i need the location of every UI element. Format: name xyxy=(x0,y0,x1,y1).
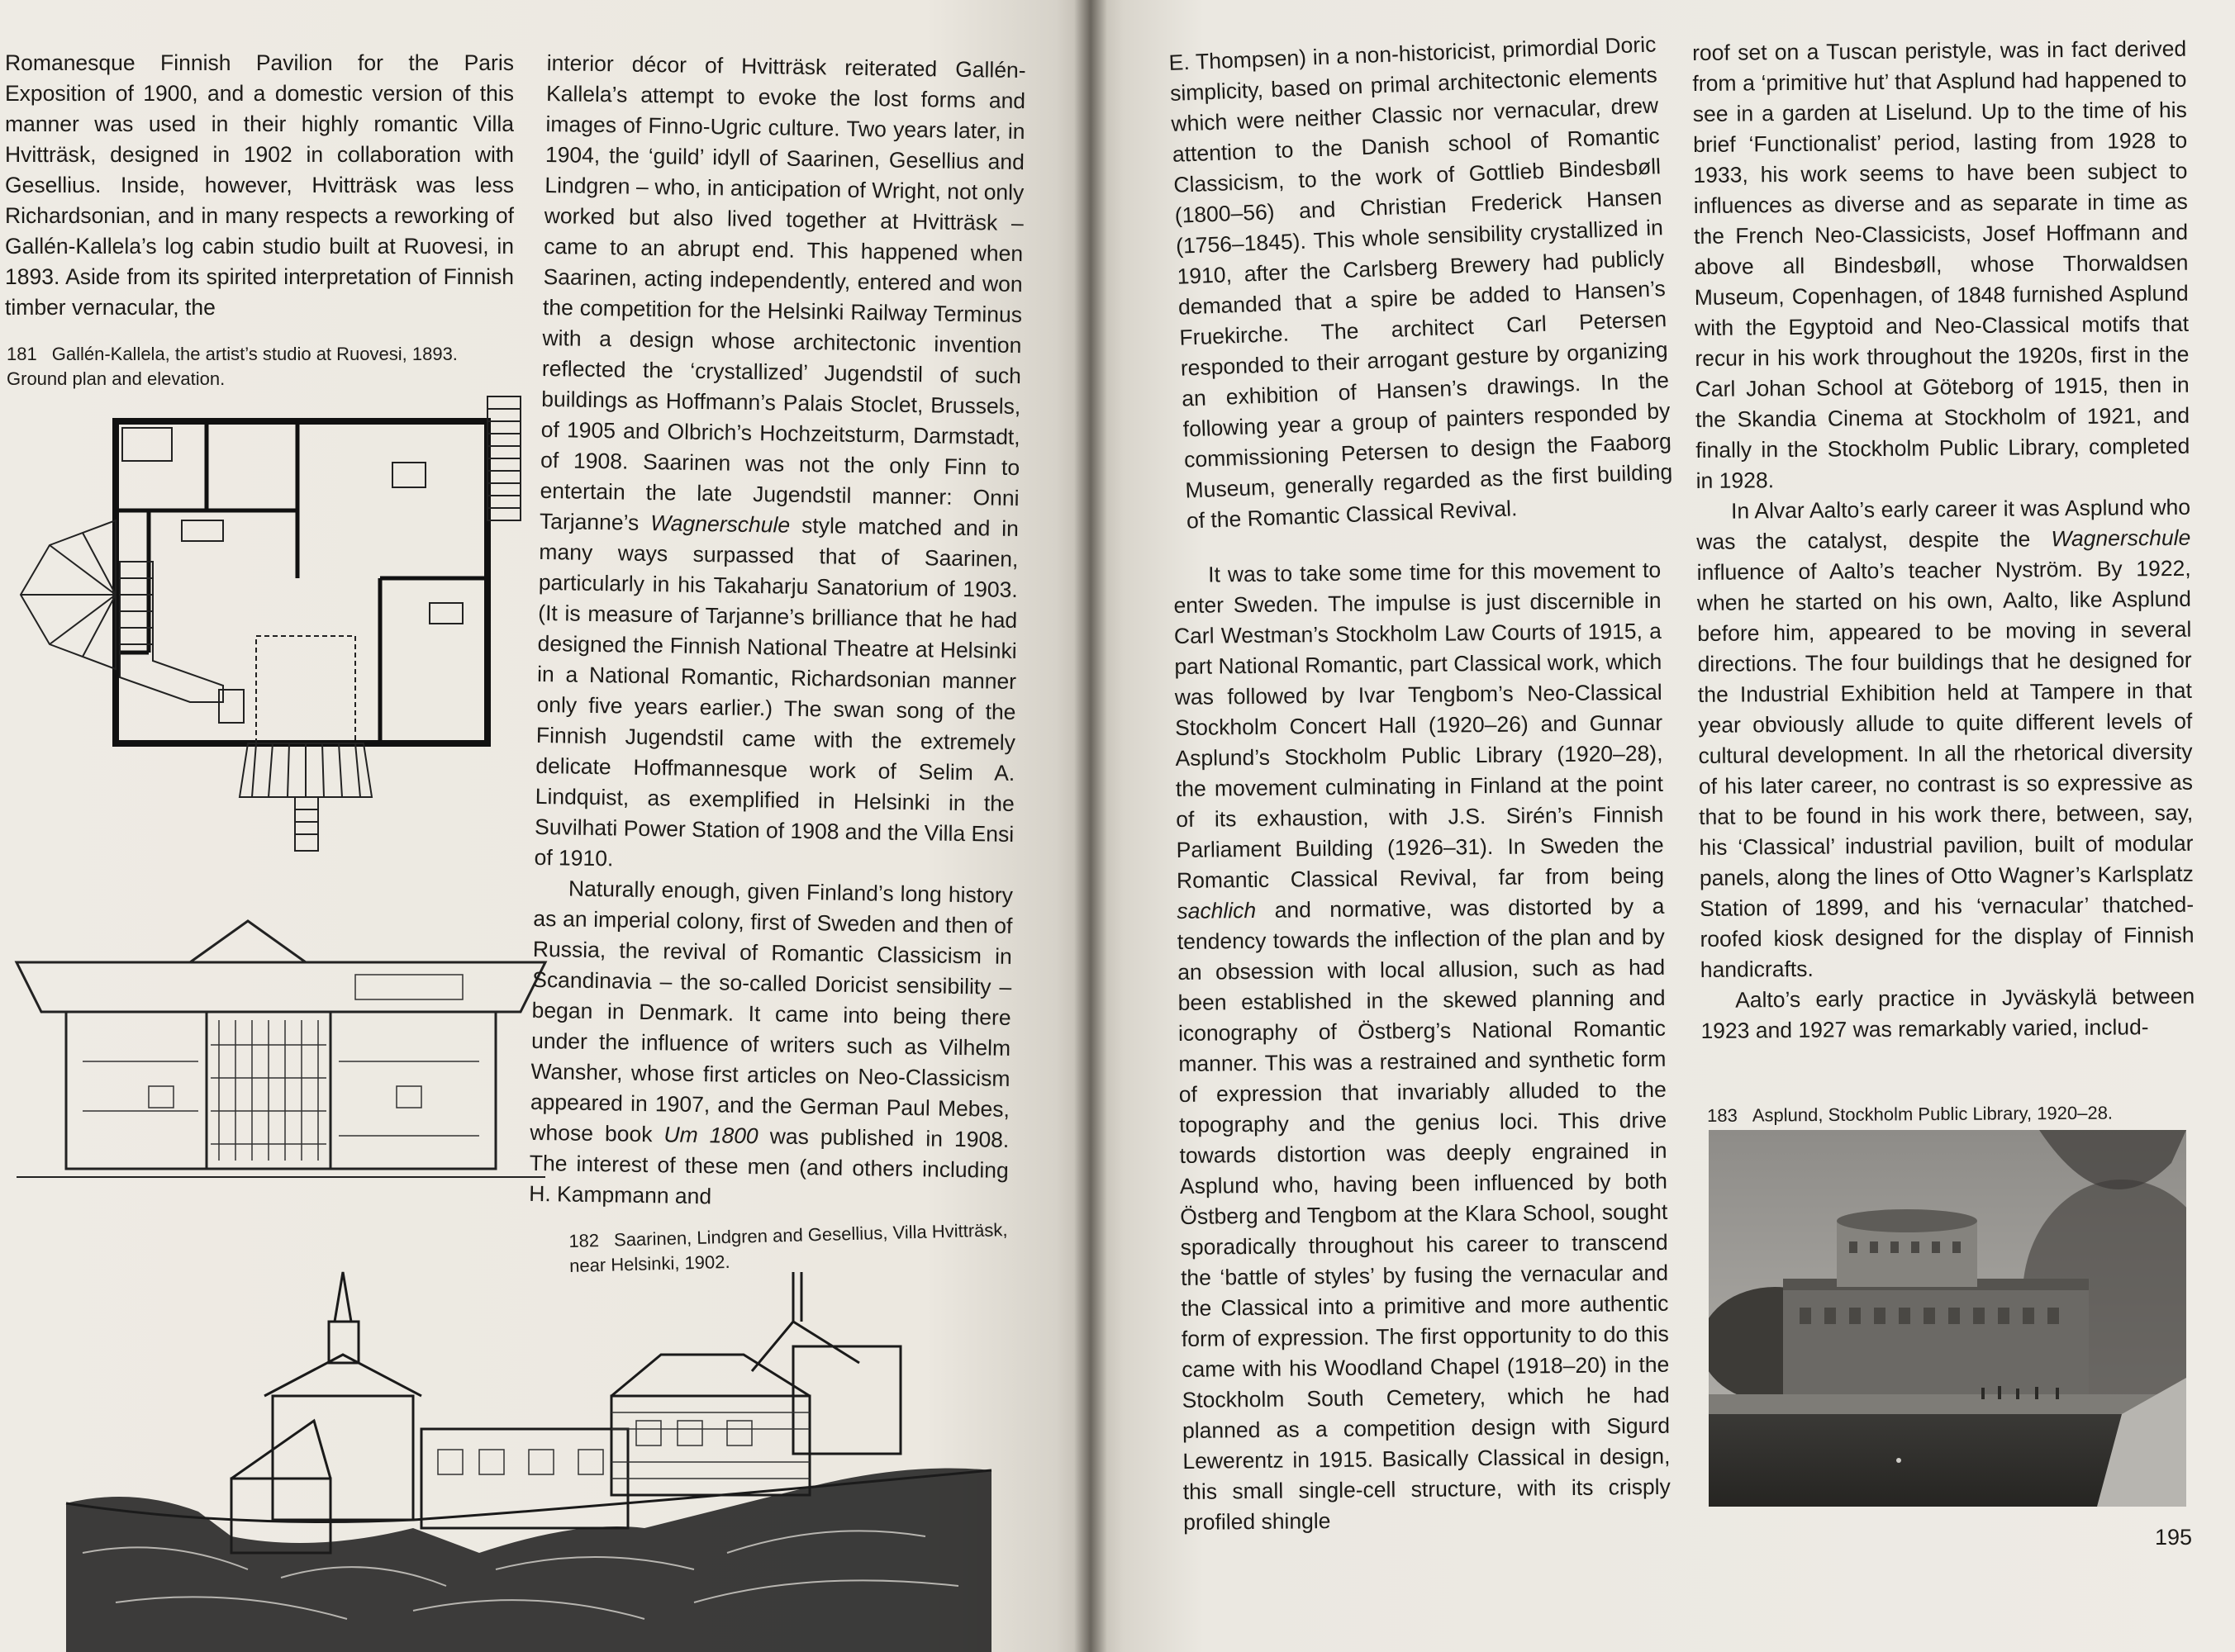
left-page xyxy=(0,0,1089,1652)
column-2-text xyxy=(529,48,1026,1217)
italic-term: Wagnerschule xyxy=(2051,525,2191,552)
italic-term: Wagnerschule xyxy=(650,510,791,538)
column-4-text xyxy=(1692,34,2195,1047)
text-run: was published in 1908. The interest of these men (and others including H. Kampmann and xyxy=(528,1123,1010,1209)
text-run: style matched and in many ways surpassed that of Saarinen, particularly in his Takaharju Sanatorium of 1903. (It is measure of Tarjanne’s brilliance that he had designed the Finnish National Theatre at Helsinki in a National Romantic, Richardsonian manner only five years earlier.) The swan song of the Finnish Jugendstil came with the extremely delicate Hoffmannesque work of Selim A. Lindquist, as exemplified in Helsinki in the Suvilhati Power Station of 1908 and the Villa Ensi of 1910. xyxy=(534,512,1020,871)
text-run: interior décor of Hvitträsk reiterated Gallén-Kallela’s attempt to evoke the lost forms and images of Finno-Ugric culture. Two years later, in 1904, the ‘guild’ idyll of Saarinen, Gesellius and Lindgren – who, in anticipation of Wright, not only worked but also lived together at Hvitträsk – came to an abrupt end. This happened when Saarinen, acting independently, entered and won the competition for the Helsinki Railway Terminus with a design whose architectonic invention reflected the ‘crystallized’ Jugendstil of such buildings as Hoffmann’s Palais Stoclet, Brussels, of 1905 and Olbrich’s Hochzeitsturm, Darmstadt, of 1908. Saarinen was not the only Finn to entertain the late Jugendstil manner: Onni Tarjanne’s xyxy=(539,50,1026,535)
figure-number: 182 xyxy=(568,1230,600,1251)
paragraph xyxy=(534,48,1026,881)
paragraph: roof set on a Tuscan peristyle, was in fact derived from a ‘primitive hut’ that Asplund had happened to see in a garden at Liselund. Up to the time of his brief ‘Functionalist’ period, lasting from 1928 to 1933, his work seems to have been subject to influences as diverse and as separate in time as the French Neo-Classicists, Josef Hoffmann and above all Bindesbøll, whose Thorwaldsen Museum, Copenhagen, of 1848 furnished Asplund with the Egyptoid and Neo-Classical motifs that recur in his work throughout the 1920s, first in the Carl Johan School at Göteborg of 1915, then in the Skandia Cinema at Stockholm of 1921, and finally in the Stockholm Public Library, completed in 1928. xyxy=(1692,36,2190,493)
caption-text: Asplund, Stockholm Public Library, 1920–28. xyxy=(1752,1102,2114,1126)
figure-183-caption xyxy=(1707,1100,2195,1128)
caption-text: Gallén-Kallela, the artist’s studio at Ruovesi, 1893. Ground plan and elevation. xyxy=(7,344,458,389)
column-1-text xyxy=(5,48,514,323)
paragraph xyxy=(529,873,1013,1217)
text-run: influence of Aalto’s teacher Nyström. By 1922, when he started on his own, Aalto, like Asplund before him, appeared to be moving in several directions. The four buildings that he designed for the Industrial Exhibition held at Tampere in that year obviously allude to quite different levels of cultural development. In all the rhetorical diversity of his later career, no contrast is so expressive as that to be found in his work there, between, say, his ‘Classical’ industrial pavilion, built of modular panels, along the lines of Otto Wagner’s Karlsplatz Station of 1899, and his ‘vernacular’ thatched-roofed kiosk designed for the display of Finnish handicrafts. xyxy=(1696,555,2195,982)
villa-drawing xyxy=(66,1256,1016,1652)
paragraph: Romanesque Finnish Pavilion for the Paris Exposition of 1900, and a domestic version of this manner was used in their highly romantic Villa Hvitträsk, designed in 1902 in collaboration with Gesellius. Inside, however, Hvitträsk was less Richardsonian, and in many respects a reworking of Gallén-Kallela’s log cabin studio built at Ruovesi, in 1893. Aside from its spirited interpretation of Finnish timber vernacular, the xyxy=(5,50,514,320)
floor-plan-drawing xyxy=(17,388,529,851)
column-3-text-continued xyxy=(1173,555,1671,1538)
column-3-text xyxy=(1168,29,1674,536)
figure-181-caption xyxy=(7,342,515,392)
text-run: It was to take some time for this movement to enter Sweden. The impulse is just discernible in Carl Westman’s Stockholm Law Courts of 1915, a part National Romantic, part Classical work, which was followed by Ivar Tengbom’s Neo-Classical Stockholm Concert Hall (1920–26) and Gunnar Asplund’s Stockholm Public Library (1920–28), the movement culminating in Finland at the point of its exhaustion, with J.S. Sirén’s Finnish Parliament Building (1926–31). In Sweden the Romantic Classical Revival, far from being xyxy=(1173,557,1665,893)
italic-term: Um 1800 xyxy=(663,1122,758,1149)
book-gutter xyxy=(1074,0,1107,1652)
elevation-drawing xyxy=(17,896,545,1194)
paragraph: Aalto’s early practice in Jyväskylä between 1923 and 1927 was remarkably varied, includ- xyxy=(1700,983,2195,1043)
text-run: In Alvar Aalto’s early career it was Asplund who was the catalyst, despite the xyxy=(1696,494,2191,554)
library-photo xyxy=(1709,1130,2186,1507)
paragraph xyxy=(1696,492,2195,985)
figure-number: 181 xyxy=(7,344,37,364)
paragraph xyxy=(1173,555,1671,1538)
text-run: and normative, was distorted by a tendency towards the inflection of the plan and by an obsession with local allusion, such as had been established in the skewed planning and iconography of Östberg’s National Romantic manner. This was a restrained and synthetic form of expression that invariably alluded to the topography and the genius loci. This drive towards distortion was deeply engrained in Asplund who, having been influenced by both Östberg and Tengbom at the Klara School, sought sporadically throughout his career to transcend the ‘battle of styles’ by fusing the vernacular and the Classical into a primitive and more authentic form of expression. The first opportunity to do this came with his Woodland Chapel (1918–20) in the Stockholm South Cemetery, which he had planned as a competition design with Sigurd Lewerentz in 1915. Basically Classical in design, this small single-cell structure, with its crisply profiled shingle xyxy=(1177,893,1671,1535)
paragraph: E. Thompsen) in a non-historicist, primordial Doric simplicity, based on primal architectonic elements which were neither Classic nor vernacular, drew attention to the Danish school of Romantic Classicism, to the work of Gottlieb Bindesbøll (1800–56) and Christian Frederick Hansen (1756–1845). This whole sensibility crystallized in 1910, after the Carlsberg Brewery had publicly demanded that a spire be added to Hansen’s Fruekirche. The architect Carl Petersen responded to their arrogant gesture by organizing an exhibition of Hansen’s drawings. In the following year a group of painters responded by commissioning Petersen to design the Faaborg Museum, generally regarded as the first building of the Romantic Classical Revival. xyxy=(1168,31,1673,534)
italic-term: sachlich xyxy=(1177,897,1257,923)
page-number: 195 xyxy=(2155,1525,2193,1550)
library-photo-image xyxy=(1709,1130,2186,1507)
caption-text: Saarinen, Lindgren and Gesellius, Villa Hvitträsk, near Helsinki, 1902. xyxy=(568,1219,1008,1276)
text-run: Naturally enough, given Finland’s long history as an imperial colony, first of Sweden and then of Russia, the revival of Romantic Classicism in Scandinavia – the so-called Doricist sensibility – began in Denmark. It came into being there under the influence of writers such as Vilhelm Wansher, whose first articles on Neo-Classicism appeared in 1907, and the German Paul Mebes, whose book xyxy=(530,876,1014,1147)
right-page xyxy=(1089,0,2235,1652)
figure-number: 183 xyxy=(1707,1104,1738,1126)
